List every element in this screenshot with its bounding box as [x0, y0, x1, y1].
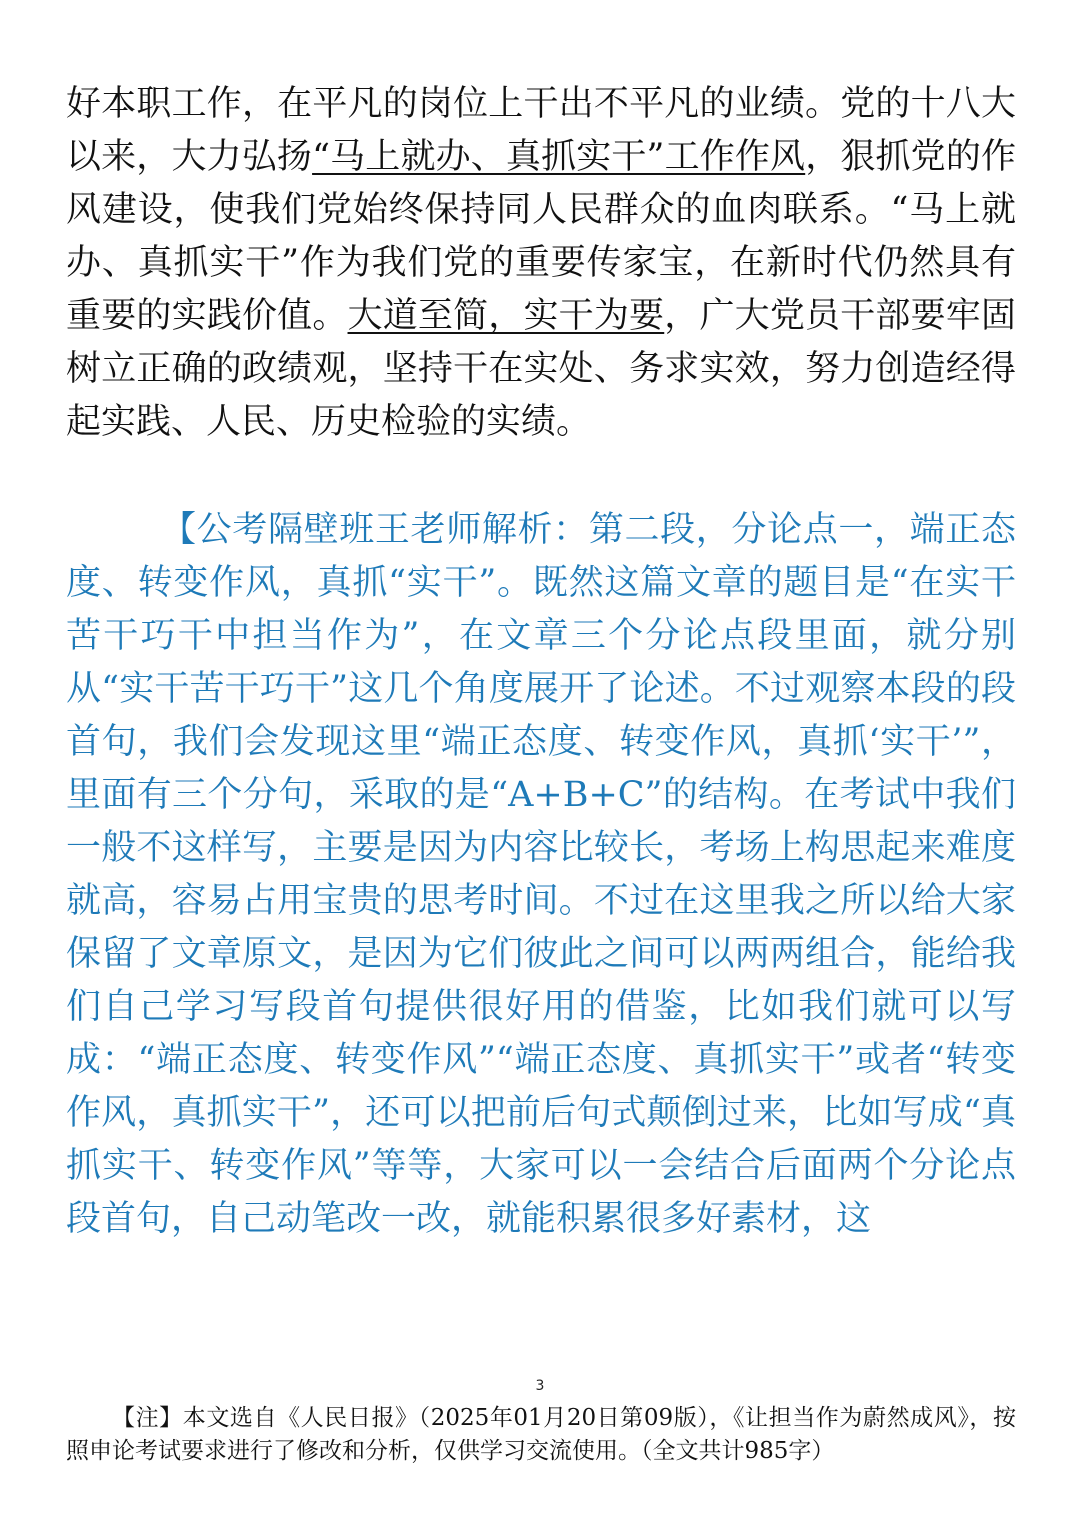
teacher-analysis-paragraph: 【公考隔壁班王老师解析：第二段，分论点一，端正态度、转变作风，真抓“实干”。既然这篇文章的题目是“在实干苦干巧干中担当作为”，在文章三个分论点段里面，就分别从“实干苦干巧干”这几个角度展开了论述。不过观察本段的段首句，我们会发现这里“端正态度、转变作风，真抓‘实干’”，里面有三个分句，采取的是“A+B+C”的结构。在考试中我们一般不这样写，主要是因为内容比较长，考场上构思起来难度就高，容易占用宝贵的思考时间。不过在这里我之所以给大家保留了文章原文，是因为它们彼此之间可以两两组合，能给我们自己学习写段首句提供很好用的借鉴，比如我们就可以写成：“端正态度、转变作风”“端正态度、真抓实干”或者“转变作风，真抓实干”，还可以把前后句式颠倒过来，比如写成“真抓实干、转变作风”等等，大家可以一会结合后面两个分论点段首句，自己动笔改一改，就能积累很多好素材，这	[66, 510, 1016, 1239]
underlined-phrase: 大道至简，实干为要	[347, 296, 665, 336]
article-text-segment: 好本职工作，在平凡的岗位上干出不平凡的业绩。党的十八大以来，大力弘扬	[66, 84, 1016, 177]
article-paragraph	[66, 78, 1016, 449]
page-number: 3	[535, 1378, 545, 1394]
source-note: 【注】本文选自《人民日报》（2025年01月20日第09版），《让担当作为蔚然成风》，按照申论考试要求进行了修改和分析，仅供学习交流使用。（全文共计985字）	[66, 1405, 1016, 1464]
underlined-phrase: “马上就办、真抓实干”工作作风	[312, 137, 806, 177]
article-text-segment: ，广大党员干部要牢固树立正确的政绩观，坚持干在实处、务求实效，努力创造经得起实践、人民、历史检验的实绩。	[66, 296, 1016, 442]
article-text-segment: ，狠抓党的作风建设，使我们党始终保持同人民群众的血肉联系。“马上就办、真抓实干”作为我们党的重要传家宝，在新时代仍然具有重要的实践价值。	[66, 137, 1016, 336]
